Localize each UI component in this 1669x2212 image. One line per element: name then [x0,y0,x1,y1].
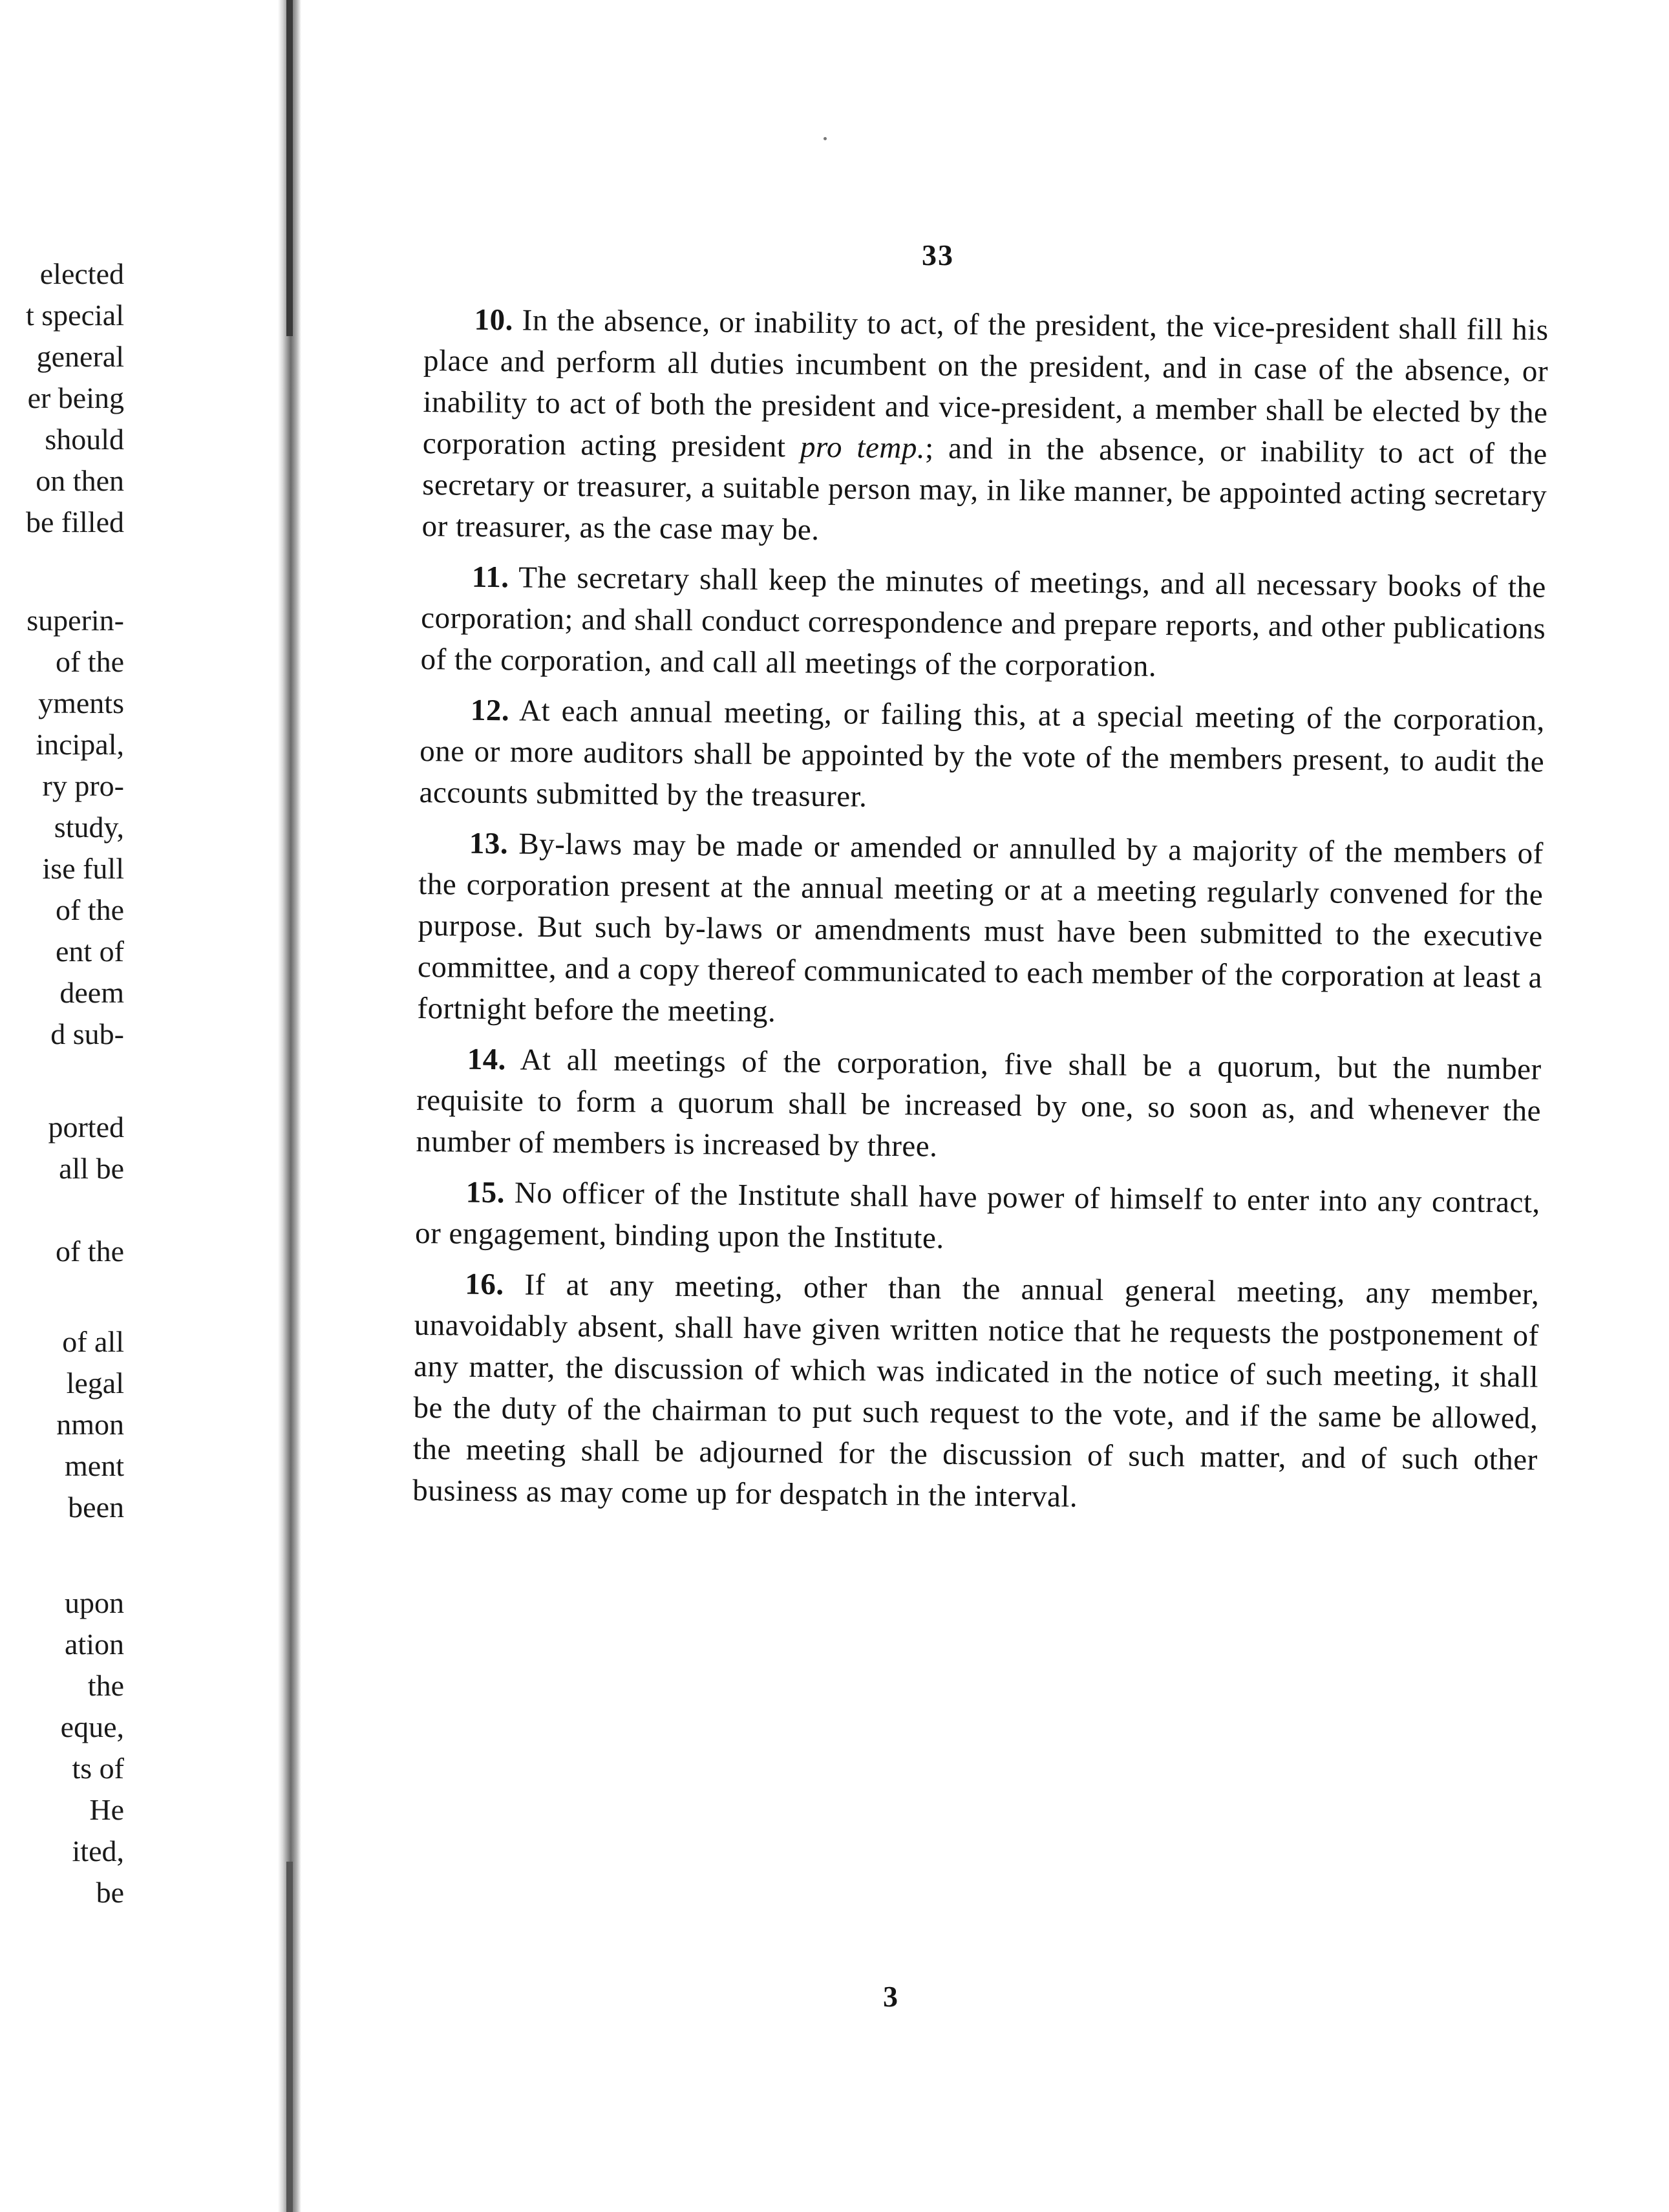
paragraph-14 [416,1038,1542,1173]
left-page-fragment: of the [55,645,124,678]
paragraph-text: In the absence, or inability to act, of the president, the vice-president shall fill his place and perform all duties incumbent on the president, and in case of the absence, or inability to act of both the president and vice-president, a member shall be elected by the corporation acting president [422,303,1549,464]
left-page-fragment: upon [65,1586,124,1619]
left-page-fragment: of the [55,893,124,926]
section-number: 15. [465,1175,505,1210]
paragraph-text: At each annual meeting, or failing this, at a special meeting of the corporation, one or more auditors shall be appointed by the vote of the members present, to audit the accounts submitted by the treasurer. [419,694,1546,814]
left-page-fragment: on then [36,464,124,497]
section-number: 16. [465,1267,504,1302]
page-number: 33 [922,239,954,271]
left-page-fragment: of all [62,1325,124,1358]
paper-speck [824,137,827,140]
left-page-fragment: be [96,1876,124,1909]
left-page-fragment: ment [65,1449,124,1482]
left-page-fragment: been [68,1491,124,1524]
paragraph-text: At all meetings of the corporation, five shall be a quorum, but the number requisite to form a quorum shall be increased by one, so soon as, and whenever the number of members is increased by three. [416,1043,1542,1164]
left-page-fragment: superin- [27,604,124,637]
paragraph-text-tail: ; and in the absence, or inability to act of the secretary or treasurer, a suitable person may, in like manner, be appointed acting secretary or treasurer, as the case may be. [421,431,1548,547]
paragraph-text: By-laws may be made or amended or annulled by a majority of the members of the corporation present at the annual meeting or at a meeting regularly convened for the purpose. But such by-laws or amendments must have been submitted to the executive committee, and a copy thereof communicated to each member of the corporation at least a fortnight before the meeting. [417,827,1544,1029]
left-page-fragment: of the [55,1235,124,1268]
signature-mark: 3 [883,1980,898,2013]
left-page-fragment: ent of [55,935,124,968]
body-text [412,299,1549,1531]
gutter-shadow [286,1862,293,2212]
left-page-fragment: elected [39,257,124,290]
left-page-fragment: yments [38,686,124,719]
left-page-fragment: He [89,1793,124,1826]
left-page-fragment: er being [27,381,124,414]
left-page-edge [0,0,297,2212]
left-page-fragment: the [87,1669,124,1702]
paragraph-text: The secretary shall keep the minutes of meetings, and all necessary books of the corporation; and shall conduct correspondence and prepare reports, and other publications of the corporation, and call all meetings of the corporation. [420,560,1547,683]
left-page-fragment: eque, [60,1710,124,1743]
paragraph-13 [417,822,1544,1040]
paragraph-15 [415,1171,1540,1265]
left-page-fragment: all be [59,1152,124,1185]
gutter-shadow [286,0,293,336]
right-page [301,0,1669,2212]
paragraph-16 [412,1263,1540,1522]
latin-phrase: pro temp. [800,430,926,465]
left-page-fragment: incipal, [36,728,124,761]
left-page-fragment: ry pro- [42,769,124,802]
paragraph-12 [419,689,1545,824]
left-page-fragment: ited, [72,1834,124,1867]
left-page-fragment: be filled [26,505,124,538]
left-page-fragment: legal [66,1367,124,1399]
left-page-fragment: nmon [56,1408,124,1441]
section-number: 11. [471,560,509,595]
left-page-fragment: ation [65,1628,124,1661]
paragraph-10 [421,299,1549,558]
section-number: 13. [469,826,509,861]
left-page-fragment: should [45,423,124,456]
paragraph-11 [420,556,1546,691]
paragraph-text: If at any meeting, other than the annual general meeting, any member, unavoidably absent, shall have given written notice that he requests the postponement of any matter, the discussion of which was indicated in the notice of such meeting, it shall be the duty of the chairman to put such request to the vote, and if the same be allowed, the meeting shall be adjourned for the discussion of such matter, and of such other business as may come up for despatch in the interval. [412,1268,1540,1514]
section-number: 10. [474,303,514,337]
section-number: 14. [467,1042,507,1077]
left-page-fragment: deem [59,976,124,1009]
section-number: 12. [470,693,510,728]
left-page-fragment: ise full [42,852,124,885]
left-page-fragment: t special [26,299,124,332]
left-page-fragment: ported [48,1111,124,1143]
left-page-fragment: study, [54,811,124,844]
paragraph-text: No officer of the Institute shall have power of himself to enter into any contract, or engagement, binding upon the Institute. [414,1176,1540,1255]
left-page-fragment: general [36,340,124,373]
left-page-fragment: ts of [72,1752,124,1785]
left-page-fragment: d sub- [50,1017,124,1050]
